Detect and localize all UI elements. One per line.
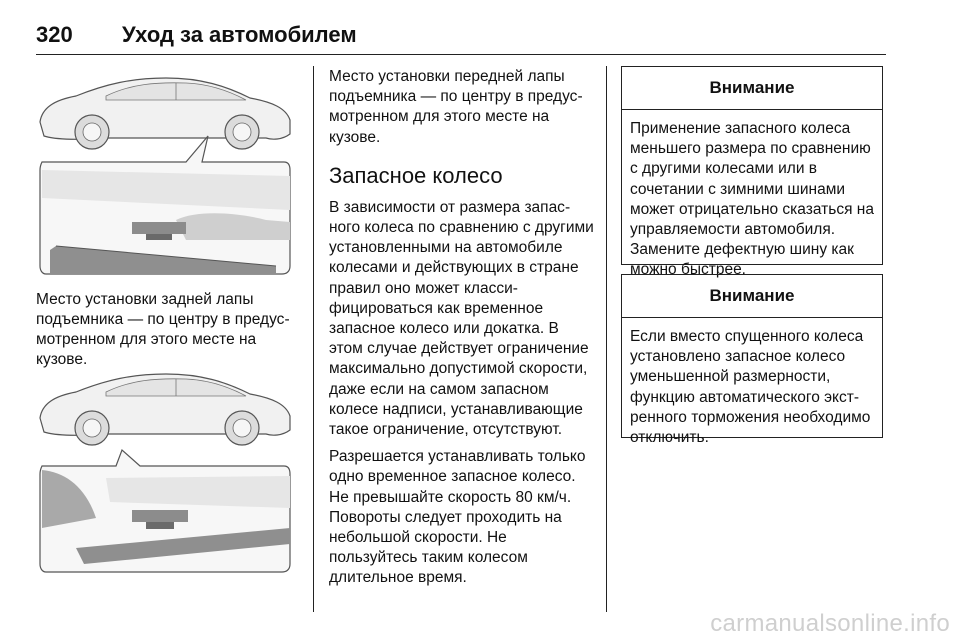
front-lift-point-illustration xyxy=(36,368,294,573)
front-lift-caption: Место установки передней лапы подъемника — по центру в предусмотренном для этого месте на кузове. xyxy=(329,68,583,146)
watermark: carmanualsonline.info xyxy=(710,610,950,637)
column-divider xyxy=(313,66,314,612)
warning-text: Применение запасного колеса меньшего размера по сравнению с другими колесами или в сочетании с зимними шинами может отрицательно сказаться на управляемости автомобиля. Замените дефектную шину как можно быстрее. xyxy=(630,120,874,279)
warning-box xyxy=(621,66,883,279)
page-header xyxy=(36,6,886,55)
rear-lift-point-illustration xyxy=(36,70,294,278)
column-divider xyxy=(606,66,607,612)
warning-box xyxy=(621,274,883,447)
spare-wheel-paragraph-2: Разрешается устанавливать только одно временное запасное колесо. Не превышайте скорость 80 км/ч. Повороты следует проходить на небольшой скорости. Не пользуйтесь таким колесом длительное время. xyxy=(329,448,586,587)
warning-text: Если вместо спущенного колеса установлено запасное колесо уменьшенной размерности, функцию автоматического экстренного торможения необходимо отключить. xyxy=(630,328,871,447)
page-title: Уход за автомобилем xyxy=(122,22,357,47)
page-number: 320 xyxy=(36,22,73,47)
warning-title: Внимание xyxy=(622,67,882,110)
warning-title: Внимание xyxy=(622,275,882,318)
spare-wheel-paragraph-1: В зависимости от размера запасного колеса по сравнению с другими установленными на автомобиле колесами и действующих в стране правил оно может классифицироваться как временное запасное колесо или докатка. В этом случае действует ограничение максимально допустимой скорости, даже если на самом запасном колесе надписи, устанавливающие такое ограничение, отсутствуют. xyxy=(329,198,594,439)
main-text-column xyxy=(329,67,595,596)
figure-caption-rear-lift: Место установки задней лапы подъемника — по центру в предусмотренном для этого месте на кузове. xyxy=(36,291,290,368)
section-heading: Запасное колесо xyxy=(329,162,503,188)
